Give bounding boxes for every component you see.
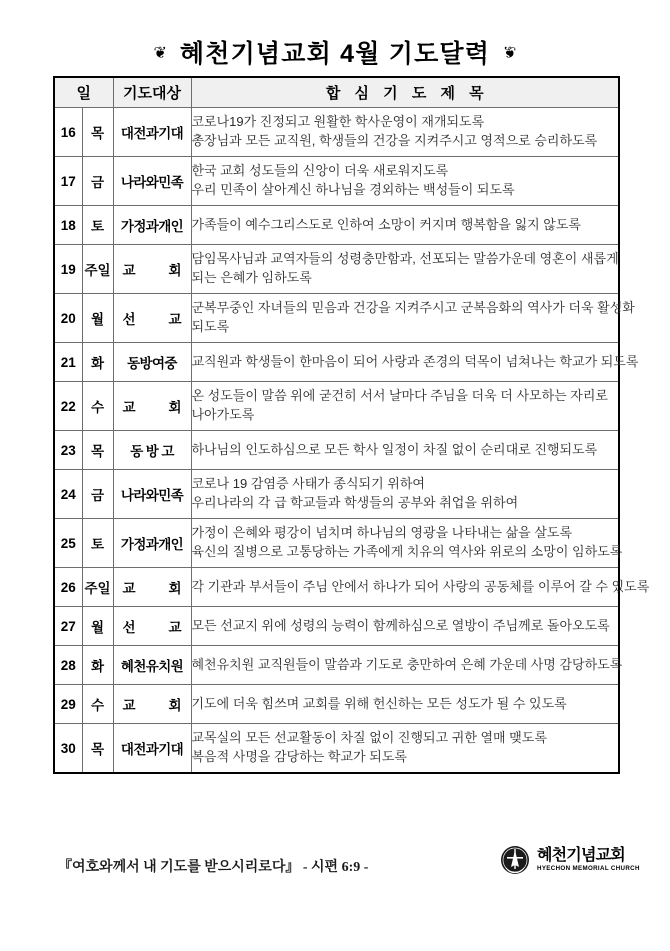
- cell-weekday: 토: [82, 519, 113, 568]
- cell-weekday: 수: [82, 382, 113, 431]
- cell-prayer-subject: [191, 607, 619, 646]
- cell-weekday: 토: [82, 206, 113, 245]
- prayer-subject-line: 한국 교회 성도들의 신앙이 더욱 새로워지도록: [191, 163, 449, 179]
- cell-weekday: 목: [82, 431, 113, 470]
- cell-day-number: 26: [54, 568, 82, 607]
- prayer-subject-line: 혜천유치원 교직원들이 말씀과 기도로 충만하여 은혜 가운데 사명 감당하도록: [191, 656, 623, 672]
- cell-day-number: 17: [54, 157, 82, 206]
- prayer-subject-line: 모든 선교지 위에 성령의 능력이 함께하심으로 열방이 주님께로 돌아오도록: [191, 617, 610, 633]
- prayer-subject-line: 하나님의 인도하심으로 모든 학사 일정이 차질 없이 순리대로 진행되도록: [191, 441, 598, 457]
- cell-prayer-target: [113, 685, 191, 724]
- table-row: [54, 343, 619, 382]
- prayer-subject-line: 가정이 은혜와 평강이 넘치며 하나님의 영광을 나타내는 삶을 살도록: [191, 525, 573, 541]
- cell-prayer-subject: [191, 382, 619, 431]
- bible-verse: 『여호와께서 내 기도를 받으시리로다』 - 시편 6:9 -: [58, 860, 369, 875]
- cell-day-number: 19: [54, 245, 82, 294]
- cell-prayer-target-text: 선 교: [122, 620, 182, 635]
- cell-prayer-target-text: 선 교: [122, 312, 182, 327]
- prayer-subject-line: 우리 민족이 살아계신 하나님을 경외하는 백성들이 되도록: [191, 182, 515, 197]
- column-header-subject: 합 심 기 도 제 목: [191, 77, 619, 108]
- table-row: [54, 470, 619, 519]
- cell-prayer-target: [113, 382, 191, 431]
- cell-weekday: 월: [82, 607, 113, 646]
- prayer-subject-line: 총장님과 모든 교직원, 학생들의 건강을 지켜주시고 영적으로 승리하도록: [191, 133, 598, 148]
- cell-prayer-target: [113, 607, 191, 646]
- cell-prayer-subject: [191, 245, 619, 294]
- table-row: [54, 685, 619, 724]
- prayer-subject-line: 코로나19가 진정되고 원활한 학사운영이 재개되도록: [191, 114, 485, 130]
- table-row: [54, 431, 619, 470]
- cell-day-number: 24: [54, 470, 82, 519]
- cell-day-number: 23: [54, 431, 82, 470]
- swirl-ornament-left-icon: ❦: [153, 45, 167, 62]
- cell-prayer-target: [113, 294, 191, 343]
- cell-prayer-subject: [191, 157, 619, 206]
- cell-prayer-subject: [191, 108, 619, 157]
- table-row: [54, 294, 619, 343]
- church-cross-emblem-icon: [500, 845, 530, 875]
- table-row: [54, 724, 619, 774]
- cell-prayer-subject: [191, 646, 623, 685]
- table-row: [54, 519, 619, 568]
- church-logo-names: [537, 848, 640, 872]
- cell-prayer-target: 대전과기대: [113, 724, 191, 774]
- cell-prayer-subject: [191, 431, 619, 470]
- cell-prayer-target: 가정과개인: [113, 206, 191, 245]
- prayer-subject-line: 담임목사님과 교역자들의 성령충만함과, 선포되는 말씀가운데 영혼이 새롭게: [191, 251, 619, 267]
- table-row: [54, 108, 619, 157]
- prayer-subject-line: 되는 은혜가 임하도록: [191, 270, 312, 285]
- table-row: [54, 382, 619, 431]
- cell-prayer-target: 동방여중: [113, 343, 191, 382]
- prayer-subject-line: 교목실의 모든 선교활동이 차질 없이 진행되고 귀한 열매 맺도록: [191, 730, 547, 746]
- prayer-calendar-table-wrapper: [53, 76, 650, 774]
- church-name-english: HYECHON MEMORIAL CHURCH: [537, 864, 640, 872]
- prayer-subject-line: 나아가도록: [191, 407, 255, 422]
- cell-prayer-subject: [191, 343, 639, 382]
- cell-prayer-target-text: 교 회: [122, 400, 182, 415]
- prayer-subject-line: 코로나 19 감염증 사태가 종식되기 위하여: [191, 476, 425, 492]
- cell-weekday: 목: [82, 108, 113, 157]
- cell-prayer-subject: [191, 568, 650, 607]
- table-row: [54, 206, 619, 245]
- cell-prayer-subject: [191, 519, 623, 568]
- cell-day-number: 25: [54, 519, 82, 568]
- cell-prayer-target: 대전과기대: [113, 108, 191, 157]
- cell-prayer-target: [113, 568, 191, 607]
- table-row: [54, 568, 619, 607]
- cell-day-number: 30: [54, 724, 82, 774]
- cell-prayer-subject: [191, 206, 619, 245]
- prayer-subject-line: 가족들이 예수그리스도로 인하여 소망이 커지며 행복함을 잃지 않도록: [191, 216, 581, 232]
- cell-prayer-target: 나라와민족: [113, 157, 191, 206]
- cell-day-number: 29: [54, 685, 82, 724]
- table-body: [54, 108, 650, 774]
- cell-prayer-subject: [191, 294, 635, 343]
- cell-weekday: 화: [82, 343, 113, 382]
- cell-weekday: 주일: [82, 568, 113, 607]
- column-header-day: 일: [54, 77, 113, 108]
- prayer-subject-line: 군복무중인 자녀들의 믿음과 건강을 지켜주시고 군복음화의 역사가 더욱 활성화: [191, 300, 635, 316]
- prayer-subject-line: 온 성도들이 말씀 위에 굳건히 서서 날마다 주님을 더욱 더 사모하는 자리로: [191, 388, 608, 404]
- cell-prayer-subject: [191, 724, 619, 774]
- prayer-calendar-table: [53, 76, 650, 774]
- cell-weekday: 수: [82, 685, 113, 724]
- church-logo: [500, 845, 640, 875]
- cell-day-number: 27: [54, 607, 82, 646]
- cell-prayer-target-text: 교 회: [122, 581, 182, 596]
- prayer-subject-line: 기도에 더욱 힘쓰며 교회를 위해 헌신하는 모든 성도가 될 수 있도록: [191, 695, 567, 711]
- page-title-text: 혜천기념교회 4월 기도달력: [179, 40, 491, 68]
- column-header-target: 기도대상: [113, 77, 191, 108]
- cell-prayer-target: 동 방 고: [113, 431, 191, 470]
- table-header-row: [54, 77, 619, 108]
- page-title: [0, 34, 670, 70]
- cell-prayer-target: 혜천유치원: [113, 646, 191, 685]
- cell-day-number: 16: [54, 108, 82, 157]
- cell-prayer-subject: [191, 470, 619, 519]
- table-row: [54, 157, 619, 206]
- table-row: [54, 245, 619, 294]
- cell-weekday: 화: [82, 646, 113, 685]
- cell-day-number: 21: [54, 343, 82, 382]
- cell-day-number: 20: [54, 294, 82, 343]
- cell-day-number: 18: [54, 206, 82, 245]
- cell-prayer-target-text: 교 회: [122, 263, 182, 278]
- cell-prayer-subject: [191, 685, 619, 724]
- prayer-subject-line: 우리나라의 각 급 학교들과 학생들의 공부와 취업을 위하여: [191, 495, 519, 510]
- swirl-ornament-right-icon: ❦: [503, 45, 517, 62]
- cell-prayer-target: 가정과개인: [113, 519, 191, 568]
- cell-weekday: 목: [82, 724, 113, 774]
- cell-prayer-target-text: 교 회: [122, 698, 182, 713]
- prayer-subject-line: 육신의 질병으로 고통당하는 가족에게 치유의 역사와 위로의 소망이 임하도록: [191, 544, 623, 559]
- prayer-subject-line: 복음적 사명을 감당하는 학교가 되도록: [191, 749, 407, 764]
- cell-prayer-target: 나라와민족: [113, 470, 191, 519]
- prayer-subject-line: 교직원과 학생들이 한마음이 되어 사랑과 존경의 덕목이 넘쳐나는 학교가 되도록: [191, 353, 639, 369]
- prayer-subject-line: 각 기관과 부서들이 주님 안에서 하나가 되어 사랑의 공동체를 이루어 갈 수 있도록: [191, 578, 650, 594]
- table-row: [54, 607, 619, 646]
- prayer-subject-line: 되도록: [191, 319, 230, 334]
- cell-weekday: 주일: [82, 245, 113, 294]
- church-name-korean: 혜천기념교회: [537, 846, 625, 864]
- cell-weekday: 월: [82, 294, 113, 343]
- cell-weekday: 금: [82, 470, 113, 519]
- cell-prayer-target: [113, 245, 191, 294]
- cell-day-number: 28: [54, 646, 82, 685]
- table-row: [54, 646, 619, 685]
- cell-day-number: 22: [54, 382, 82, 431]
- cell-weekday: 금: [82, 157, 113, 206]
